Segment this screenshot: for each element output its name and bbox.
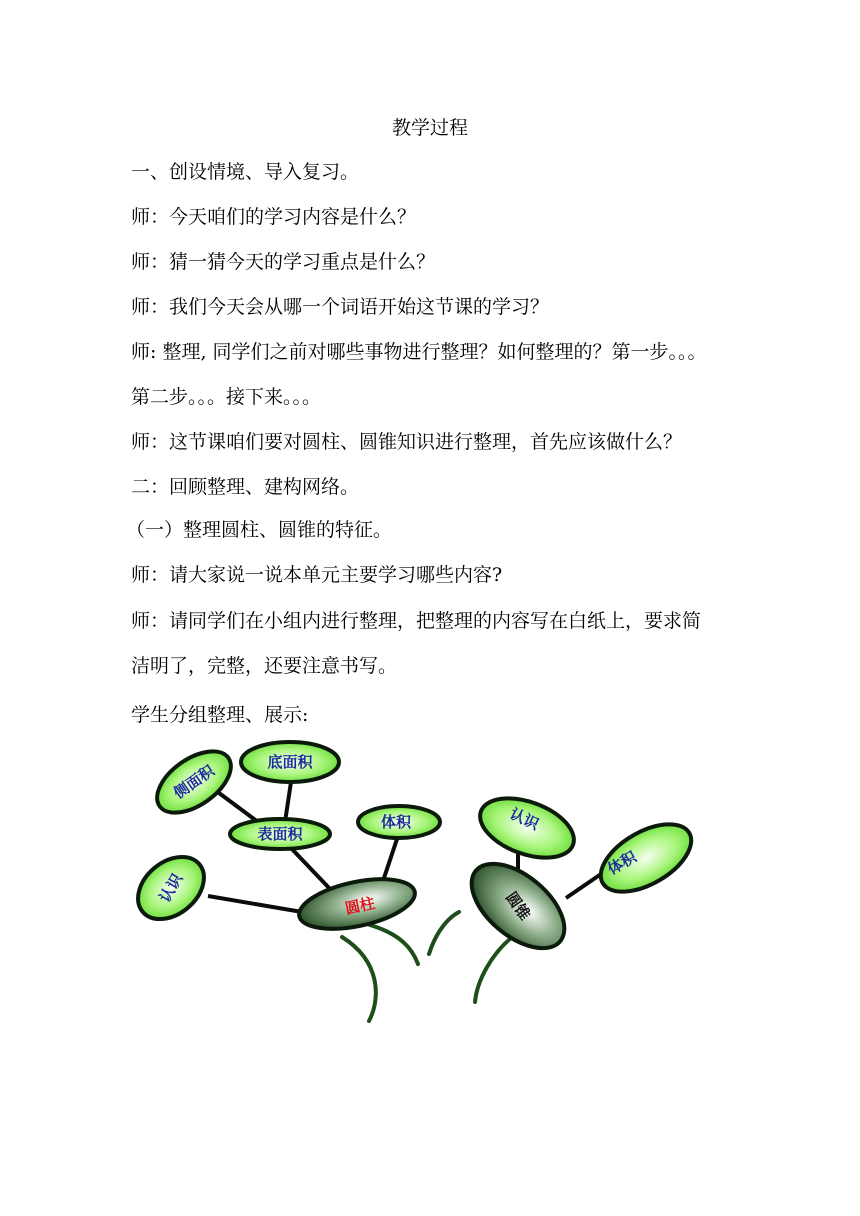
volume-right-label: 体积 xyxy=(604,847,640,879)
text-line-11: 师：请同学们在小组内进行整理，把整理的内容写在白纸上，要求简 xyxy=(131,610,702,632)
base-area-label: 底面积 xyxy=(267,753,313,771)
connector-recognize-cylinder xyxy=(208,896,302,912)
stem-cone-down xyxy=(475,938,511,1002)
text-line-10: 师：请大家说一说本单元主要学习哪些内容? xyxy=(131,564,503,586)
node-volume-left xyxy=(358,806,440,838)
recognize-left-label: 认识 xyxy=(155,870,187,906)
page-title: 教学过程 xyxy=(391,117,468,139)
stem-curves xyxy=(342,912,511,1021)
node-recognize-right xyxy=(472,787,582,869)
stem-cylinder-right xyxy=(370,925,418,964)
node-cylinder xyxy=(295,870,420,938)
mindmap-diagram xyxy=(120,738,720,1038)
text-line-4: 师：我们今天会从哪一个词语开始这节课的学习？ xyxy=(131,296,550,318)
node-volume-right xyxy=(590,810,703,905)
volume-left-label: 体积 xyxy=(380,813,412,831)
node-surface-area xyxy=(230,819,330,849)
stem-cone-left xyxy=(429,912,459,954)
text-line-9: （一）整理圆柱、圆锥的特征。 xyxy=(126,519,393,541)
node-recognize-left xyxy=(126,844,216,931)
surface-area-label: 表面积 xyxy=(257,825,303,843)
stem-cylinder-down xyxy=(342,937,376,1021)
text-line-12: 洁明了，完整，还要注意书写。 xyxy=(131,655,398,677)
connector-base-surface xyxy=(285,782,291,822)
connector-surface-cylinder xyxy=(290,847,331,890)
text-line-6: 第二步。。。接下来。。。 xyxy=(131,386,322,408)
cone-label: 圆锥 xyxy=(502,888,534,924)
text-line-7: 师：这节课咱们要对圆柱、圆锥知识进行整理，首先应该做什么？ xyxy=(131,431,683,453)
cylinder-label: 圆柱 xyxy=(343,894,377,918)
text-line-5: 师: 整理, 同学们之前对哪些事物进行整理？如何整理的？第一步。。。 xyxy=(131,341,707,363)
text-line-1: 一、创设情境、导入复习。 xyxy=(131,161,360,183)
connector-lateral-surface xyxy=(219,793,258,822)
text-line-13: 学生分组整理、展示: xyxy=(131,704,309,726)
text-line-8: 二：回顾整理、建构网络。 xyxy=(131,476,360,498)
text-line-2: 师：今天咱们的学习内容是什么？ xyxy=(131,206,417,228)
connector-volume-cone xyxy=(566,872,604,898)
recognize-right-label: 认识 xyxy=(507,804,542,834)
node-base-area xyxy=(241,742,339,782)
lateral-area-label: 侧面积 xyxy=(170,761,218,803)
node-lateral-area xyxy=(146,739,241,825)
text-line-3: 师：猜一猜今天的学习重点是什么？ xyxy=(131,251,436,273)
